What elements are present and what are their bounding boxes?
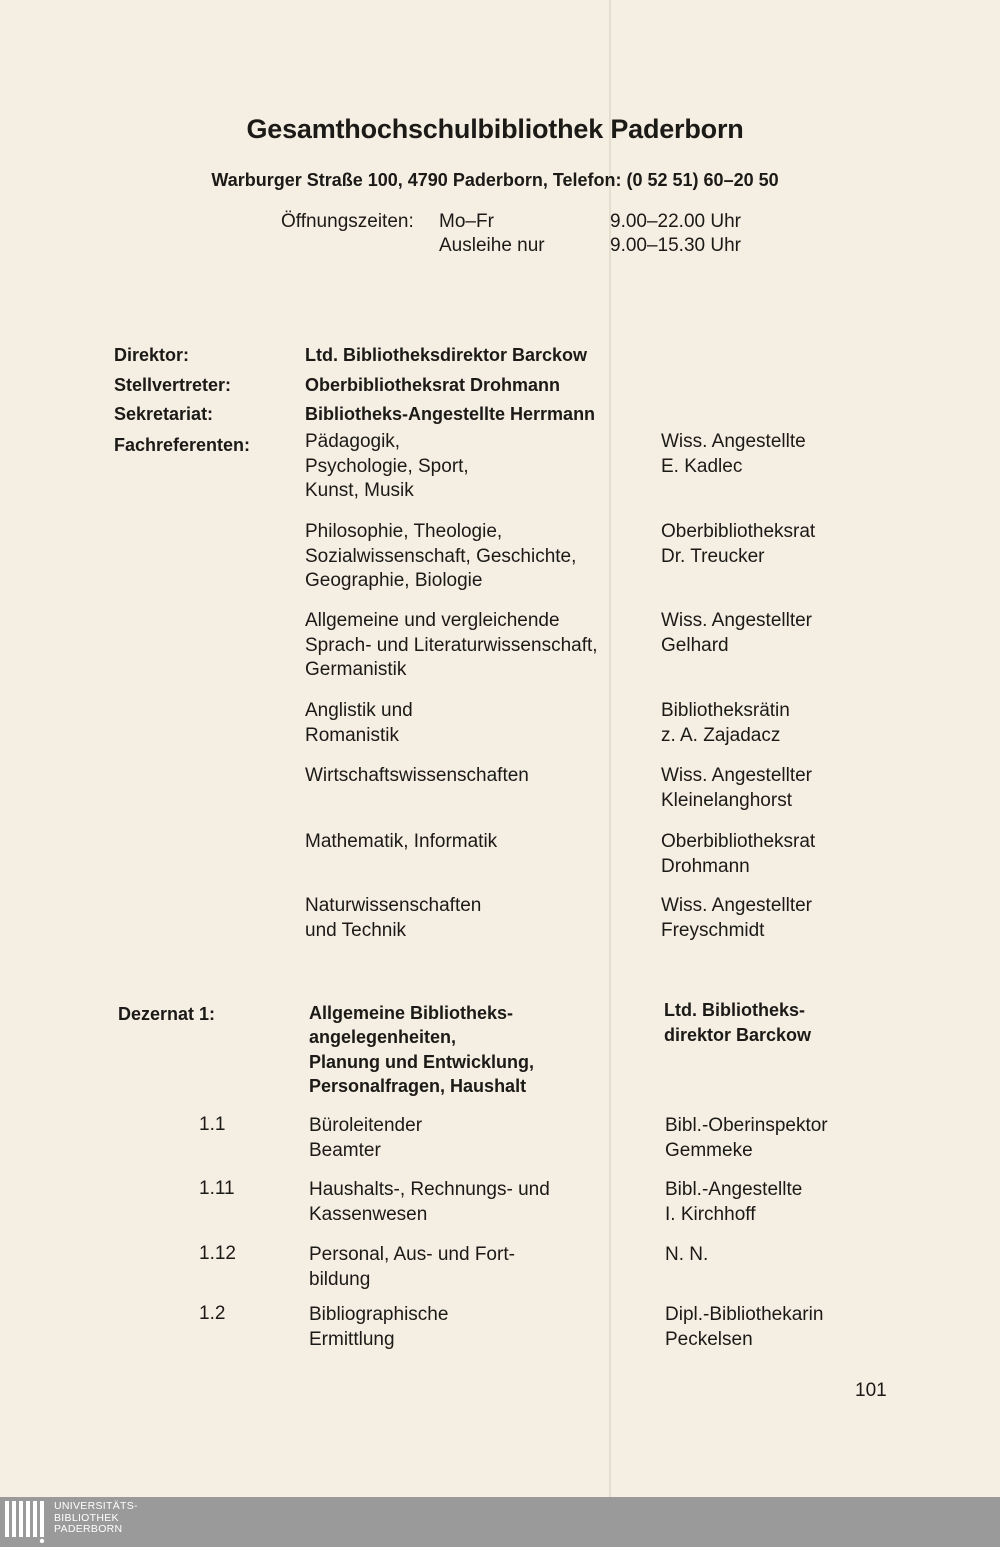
unit-person: Bibl.-Angestellte I. Kirchhoff [665,1179,803,1225]
unit-person: N. N. [665,1244,709,1265]
unit-number: 1.1 [199,1114,226,1135]
referent-subject: Allgemeine und vergleichende Sprach- und Literaturwissenschaft, Germanistik [305,610,598,680]
library-logo-text: UNIVERSITÄTS- BIBLIOTHEK PADERBORN [54,1500,138,1535]
footer-bar [0,1497,1000,1547]
referent-subject: Wirtschaftswissenschaften [305,765,529,786]
unit-area: Bibliographische Ermittlung [309,1304,449,1350]
referent-person: Wiss. Angestellte E. Kadlec [661,431,806,477]
dezernat-label: Dezernat 1: [118,1004,216,1024]
referent-person: Wiss. Angestellter Gelhard [661,610,812,656]
hours-time-2: 9.00–15.30 Uhr [610,235,741,256]
sekretariat-name: Bibliotheks-Angestellte Herrmann [305,404,596,424]
referent-subject: Pädagogik, Psychologie, Sport, Kunst, Musik [305,431,469,501]
hours-day-1: Mo–Fr [439,211,494,232]
referent-subject: Mathematik, Informatik [305,831,498,852]
stellvertreter-label: Stellvertreter: [114,375,232,395]
unit-person: Dipl.-Bibliothekarin Peckelsen [665,1304,824,1350]
stellvertreter-name: Oberbibliotheksrat Drohmann [305,375,561,395]
unit-number: 1.2 [199,1303,226,1324]
unit-number: 1.12 [199,1243,236,1264]
page-number: 101 [855,1380,887,1401]
hours-day-2: Ausleihe nur [439,235,545,256]
referent-person: Oberbibliotheksrat Dr. Treucker [661,521,816,567]
dezernat-area: Allgemeine Bibliotheks- angelegenheiten, Planung und Entwicklung, Personalfragen, Haushalt [309,1003,534,1096]
unit-area: Personal, Aus- und Fort- bildung [309,1244,515,1290]
referent-person: Wiss. Angestellter Kleinelanghorst [661,765,812,811]
direktor-name: Ltd. Bibliotheksdirektor Barckow [305,345,588,365]
referent-person: Bibliotheksrätin z. A. Zajadacz [661,700,790,746]
hours-time-1: 9.00–22.00 Uhr [610,211,741,232]
fachreferenten-label: Fachreferenten: [114,435,251,455]
address-line: Warburger Straße 100, 4790 Paderborn, Telefon: (0 52 51) 60–20 50 [211,170,779,190]
unit-number: 1.11 [199,1178,235,1199]
sekretariat-label: Sekretariat: [114,404,214,424]
library-logo-icon [4,1501,48,1543]
referent-subject: Naturwissenschaften und Technik [305,895,482,941]
dezernat-person: Ltd. Bibliotheks- direktor Barckow [664,1000,812,1045]
unit-area: Haushalts-, Rechnungs- und Kassenwesen [309,1179,550,1225]
page-title: Gesamthochschulbibliothek Paderborn [246,114,744,144]
unit-area: Büroleitender Beamter [309,1115,423,1161]
unit-person: Bibl.-Oberinspektor Gemmeke [665,1115,828,1161]
hours-label: Öffnungszeiten: [281,211,414,232]
referent-subject: Anglistik und Romanistik [305,700,413,746]
direktor-label: Direktor: [114,345,190,365]
referent-person: Wiss. Angestellter Freyschmidt [661,895,812,941]
referent-person: Oberbibliotheksrat Drohmann [661,831,816,877]
referent-subject: Philosophie, Theologie, Sozialwissenschaft, Geschichte, Geographie, Biologie [305,521,577,591]
